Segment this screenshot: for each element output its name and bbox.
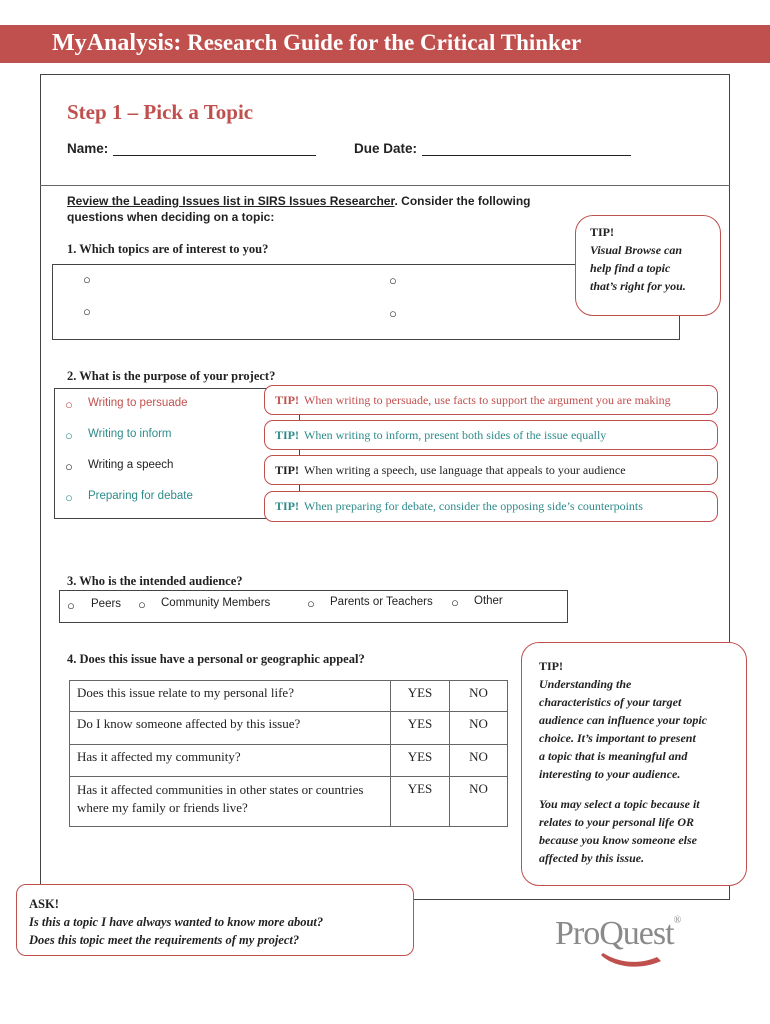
audience-radio-peers[interactable]: ○: [67, 598, 75, 613]
name-label: Name:: [67, 141, 109, 156]
intro-rest: . Consider the following questions when deciding on a topic:: [67, 194, 531, 224]
table-row: [70, 745, 508, 777]
yes-option[interactable]: YES: [391, 777, 450, 827]
tip-line: relates to your personal life OR: [539, 815, 694, 829]
step-title: Step 1 – Pick a Topic: [67, 100, 254, 124]
audience-option-peers: Peers: [91, 598, 122, 610]
tip-line: help find a topic: [590, 261, 671, 275]
brand-name: MyAnalysis:: [52, 30, 182, 56]
appeal-question: Do I know someone affected by this issue?: [70, 712, 391, 745]
table-row: [70, 712, 508, 745]
speech-tip: [264, 455, 718, 485]
section-divider: [40, 185, 730, 186]
tip-label: TIP!: [275, 499, 299, 513]
audience-radio-parents[interactable]: ○: [307, 596, 315, 611]
yes-option[interactable]: YES: [391, 681, 450, 712]
audience-option-community: Community Members: [161, 597, 271, 609]
audience-radio-community[interactable]: ○: [138, 597, 146, 612]
purpose-radio-speech[interactable]: ○: [65, 459, 73, 474]
purpose-radio-persuade[interactable]: ○: [65, 397, 73, 412]
table-row: [70, 681, 508, 712]
due-date-field[interactable]: [422, 155, 631, 156]
purpose-option-debate: Preparing for debate: [88, 490, 193, 502]
visual-browse-tip: [575, 215, 721, 316]
question-3: 3. Who is the intended audience?: [67, 574, 243, 588]
appeal-question: Does this issue relate to my personal life?: [70, 681, 391, 712]
tip-label: TIP!: [275, 392, 299, 407]
topic-bullet-2[interactable]: ○: [83, 304, 91, 319]
purpose-radio-debate[interactable]: ○: [65, 490, 73, 505]
no-option[interactable]: NO: [450, 777, 508, 827]
tip-line: that’s right for you.: [590, 279, 686, 293]
appeal-question: Has it affected my community?: [70, 745, 391, 777]
debate-tip: [264, 491, 718, 522]
tip-text: When writing to persuade, use facts to support the argument you are making: [304, 392, 671, 407]
appeal-question: Has it affected communities in other states or countries where my family or friends live?: [70, 777, 391, 827]
ask-line: Does this topic meet the requirements of my project?: [29, 933, 300, 947]
tip-line: interesting to your audience.: [539, 767, 681, 781]
purpose-option-speech: Writing a speech: [88, 459, 174, 471]
question-4: 4. Does this issue have a personal or geographic appeal?: [67, 652, 365, 666]
tip-label: TIP!: [275, 427, 299, 442]
tip-text: When preparing for debate, consider the opposing side’s counterpoints: [304, 499, 643, 513]
tip-line: choice. It’s important to present: [539, 731, 696, 745]
ask-box: [16, 884, 414, 956]
tip-line: Visual Browse can: [590, 243, 683, 257]
title-text: Research Guide for the Critical Thinker: [187, 30, 582, 55]
purpose-option-inform: Writing to inform: [88, 428, 172, 440]
topic-bullet-4[interactable]: ○: [389, 306, 397, 321]
intro-text: [67, 193, 567, 225]
tip-label: TIP!: [275, 462, 299, 477]
logo-text: ProQuest: [555, 915, 674, 952]
tip-line: a topic that is meaningful and: [539, 749, 688, 763]
logo-wordmark: [555, 915, 680, 953]
tip-text: When writing to inform, present both sides of the issue equally: [304, 427, 607, 442]
registered-mark: ®: [673, 915, 681, 926]
proquest-logo: [553, 911, 713, 973]
tip-line: Understanding the: [539, 677, 632, 691]
appeal-table: [69, 680, 508, 827]
tip-line: affected by this issue.: [539, 851, 645, 865]
purpose-radio-inform[interactable]: ○: [65, 428, 73, 443]
tip-line: because you know someone else: [539, 833, 697, 847]
no-option[interactable]: NO: [450, 745, 508, 777]
name-field[interactable]: [113, 155, 316, 156]
due-date-label: Due Date:: [354, 141, 418, 156]
tip-label: TIP!: [590, 225, 614, 239]
no-option[interactable]: NO: [450, 681, 508, 712]
tip-line: characteristics of your target: [539, 695, 682, 709]
document-title: [52, 30, 581, 57]
yes-option[interactable]: YES: [391, 712, 450, 745]
table-row: [70, 777, 508, 827]
purpose-option-persuade: Writing to persuade: [88, 397, 188, 409]
audience-radio-other[interactable]: ○: [451, 595, 459, 610]
ask-line: Is this a topic I have always wanted to know more about?: [29, 915, 324, 929]
yes-option[interactable]: YES: [391, 745, 450, 777]
leading-issues-link[interactable]: Review the Leading Issues list in SIRS Issues Researcher: [67, 194, 395, 208]
inform-tip: [264, 420, 718, 450]
persuade-tip: [264, 385, 718, 415]
topic-bullet-3[interactable]: ○: [389, 273, 397, 288]
audience-option-parents: Parents or Teachers: [330, 596, 433, 608]
question-2: 2. What is the purpose of your project?: [67, 369, 276, 383]
audience-tip: [521, 642, 747, 886]
audience-option-other: Other: [474, 595, 503, 607]
spacer: [539, 783, 746, 795]
tip-line: You may select a topic because it: [539, 797, 700, 811]
tip-text: When writing a speech, use language that appeals to your audience: [304, 462, 626, 477]
tip-label: TIP!: [539, 659, 563, 673]
question-1: 1. Which topics are of interest to you?: [67, 242, 269, 256]
ask-label: ASK!: [29, 897, 59, 911]
tip-line: audience can influence your topic: [539, 713, 707, 727]
topic-bullet-1[interactable]: ○: [83, 272, 91, 287]
no-option[interactable]: NO: [450, 712, 508, 745]
